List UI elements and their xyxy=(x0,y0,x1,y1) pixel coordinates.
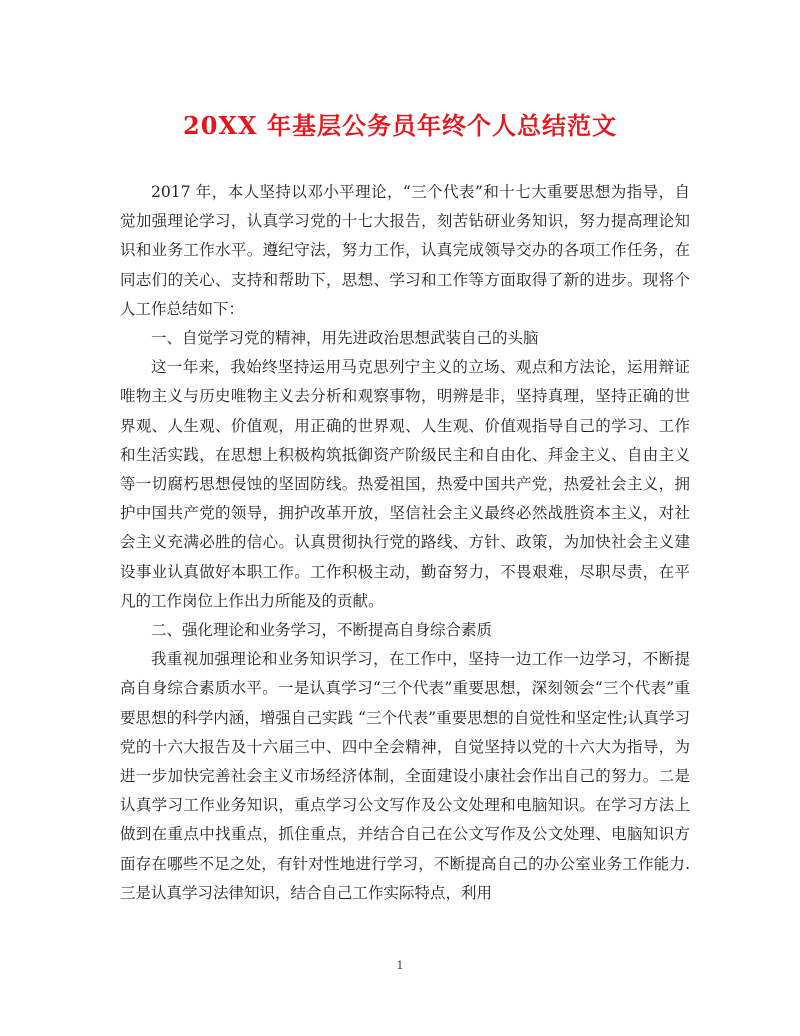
document-body xyxy=(120,178,690,908)
section-heading-1: 一、自觉学习党的精神，用先进政治思想武装自己的头脑 xyxy=(151,329,539,348)
page-number: 1 xyxy=(396,959,404,972)
paragraph-section-1: 这一年来，我始终坚持运用马克思列宁主义的立场、观点和方法论，运用辩证唯物主义与历史唯物主义去分析和观察事物，明辨是非，坚持真理，坚持正确的世界观、人生观、价值观，用正确的世界观、人生观、价值观指导自己的学习、工作和生活实践，在思想上积极构筑抵御资产阶级民主和自由化、拜金主义、自由主义等一切腐朽思想侵蚀的坚固防线。热爱祖国，热爱中国共产党，热爱社会主义，拥护中国共产党的领导，拥护改革开放，坚信社会主义最终必然战胜资本主义，对社会主义充满必胜的信心。认真贯彻执行党的路线、方针、政策，为加快社会主义建设事业认真做好本职工作。工作积极主动，勤奋努力，不畏艰难，尽职尽责，在平凡的工作岗位上作出力所能及的贡献。 xyxy=(120,358,690,610)
section-heading-2: 二、强化理论和业务学习，不断提高自身综合素质 xyxy=(151,621,493,640)
document-title: 20XX 年基层公务员年终个人总结范文 xyxy=(183,111,617,140)
paragraph-section-2: 我重视加强理论和业务知识学习，在工作中，坚持一边工作一边学习，不断提高自身综合素质水平。一是认真学习“三个代表”重要思想，深刻领会“三个代表”重要思想的科学内涵，增强自己实践 “三个代表”重要思想的自觉性和坚定性;认真学习党的十六大报告及十六届三中、四中全会精神，自觉坚持以党的十六大为指导，为进一步加快完善社会主义市场经济体制，全面建设小康社会作出自己的努力。二是认真学习工作业务知识，重点学习公文写作及公文处理和电脑知识。在学习方法上做到在重点中找重点，抓住重点，并结合自己在公文写作及公文处理、电脑知识方面存在哪些不足之处，有针对性地进行学习，不断提高自己的办公室业务工作能力.三是认真学习法律知识，结合自己工作实际特点，利用 xyxy=(120,650,690,902)
paragraph-intro: 2017 年，本人坚持以邓小平理论，“三个代表”和十七大重要思想为指导，自觉加强理论学习，认真学习党的十七大报告，刻苦钻研业务知识，努力提高理论知识和业务工作水平。遵纪守法，努力工作，认真完成领导交办的各项工作任务，在同志们的关心、支持和帮助下，思想、学习和工作等方面取得了新的进步。现将个人工作总结如下： xyxy=(120,183,690,318)
